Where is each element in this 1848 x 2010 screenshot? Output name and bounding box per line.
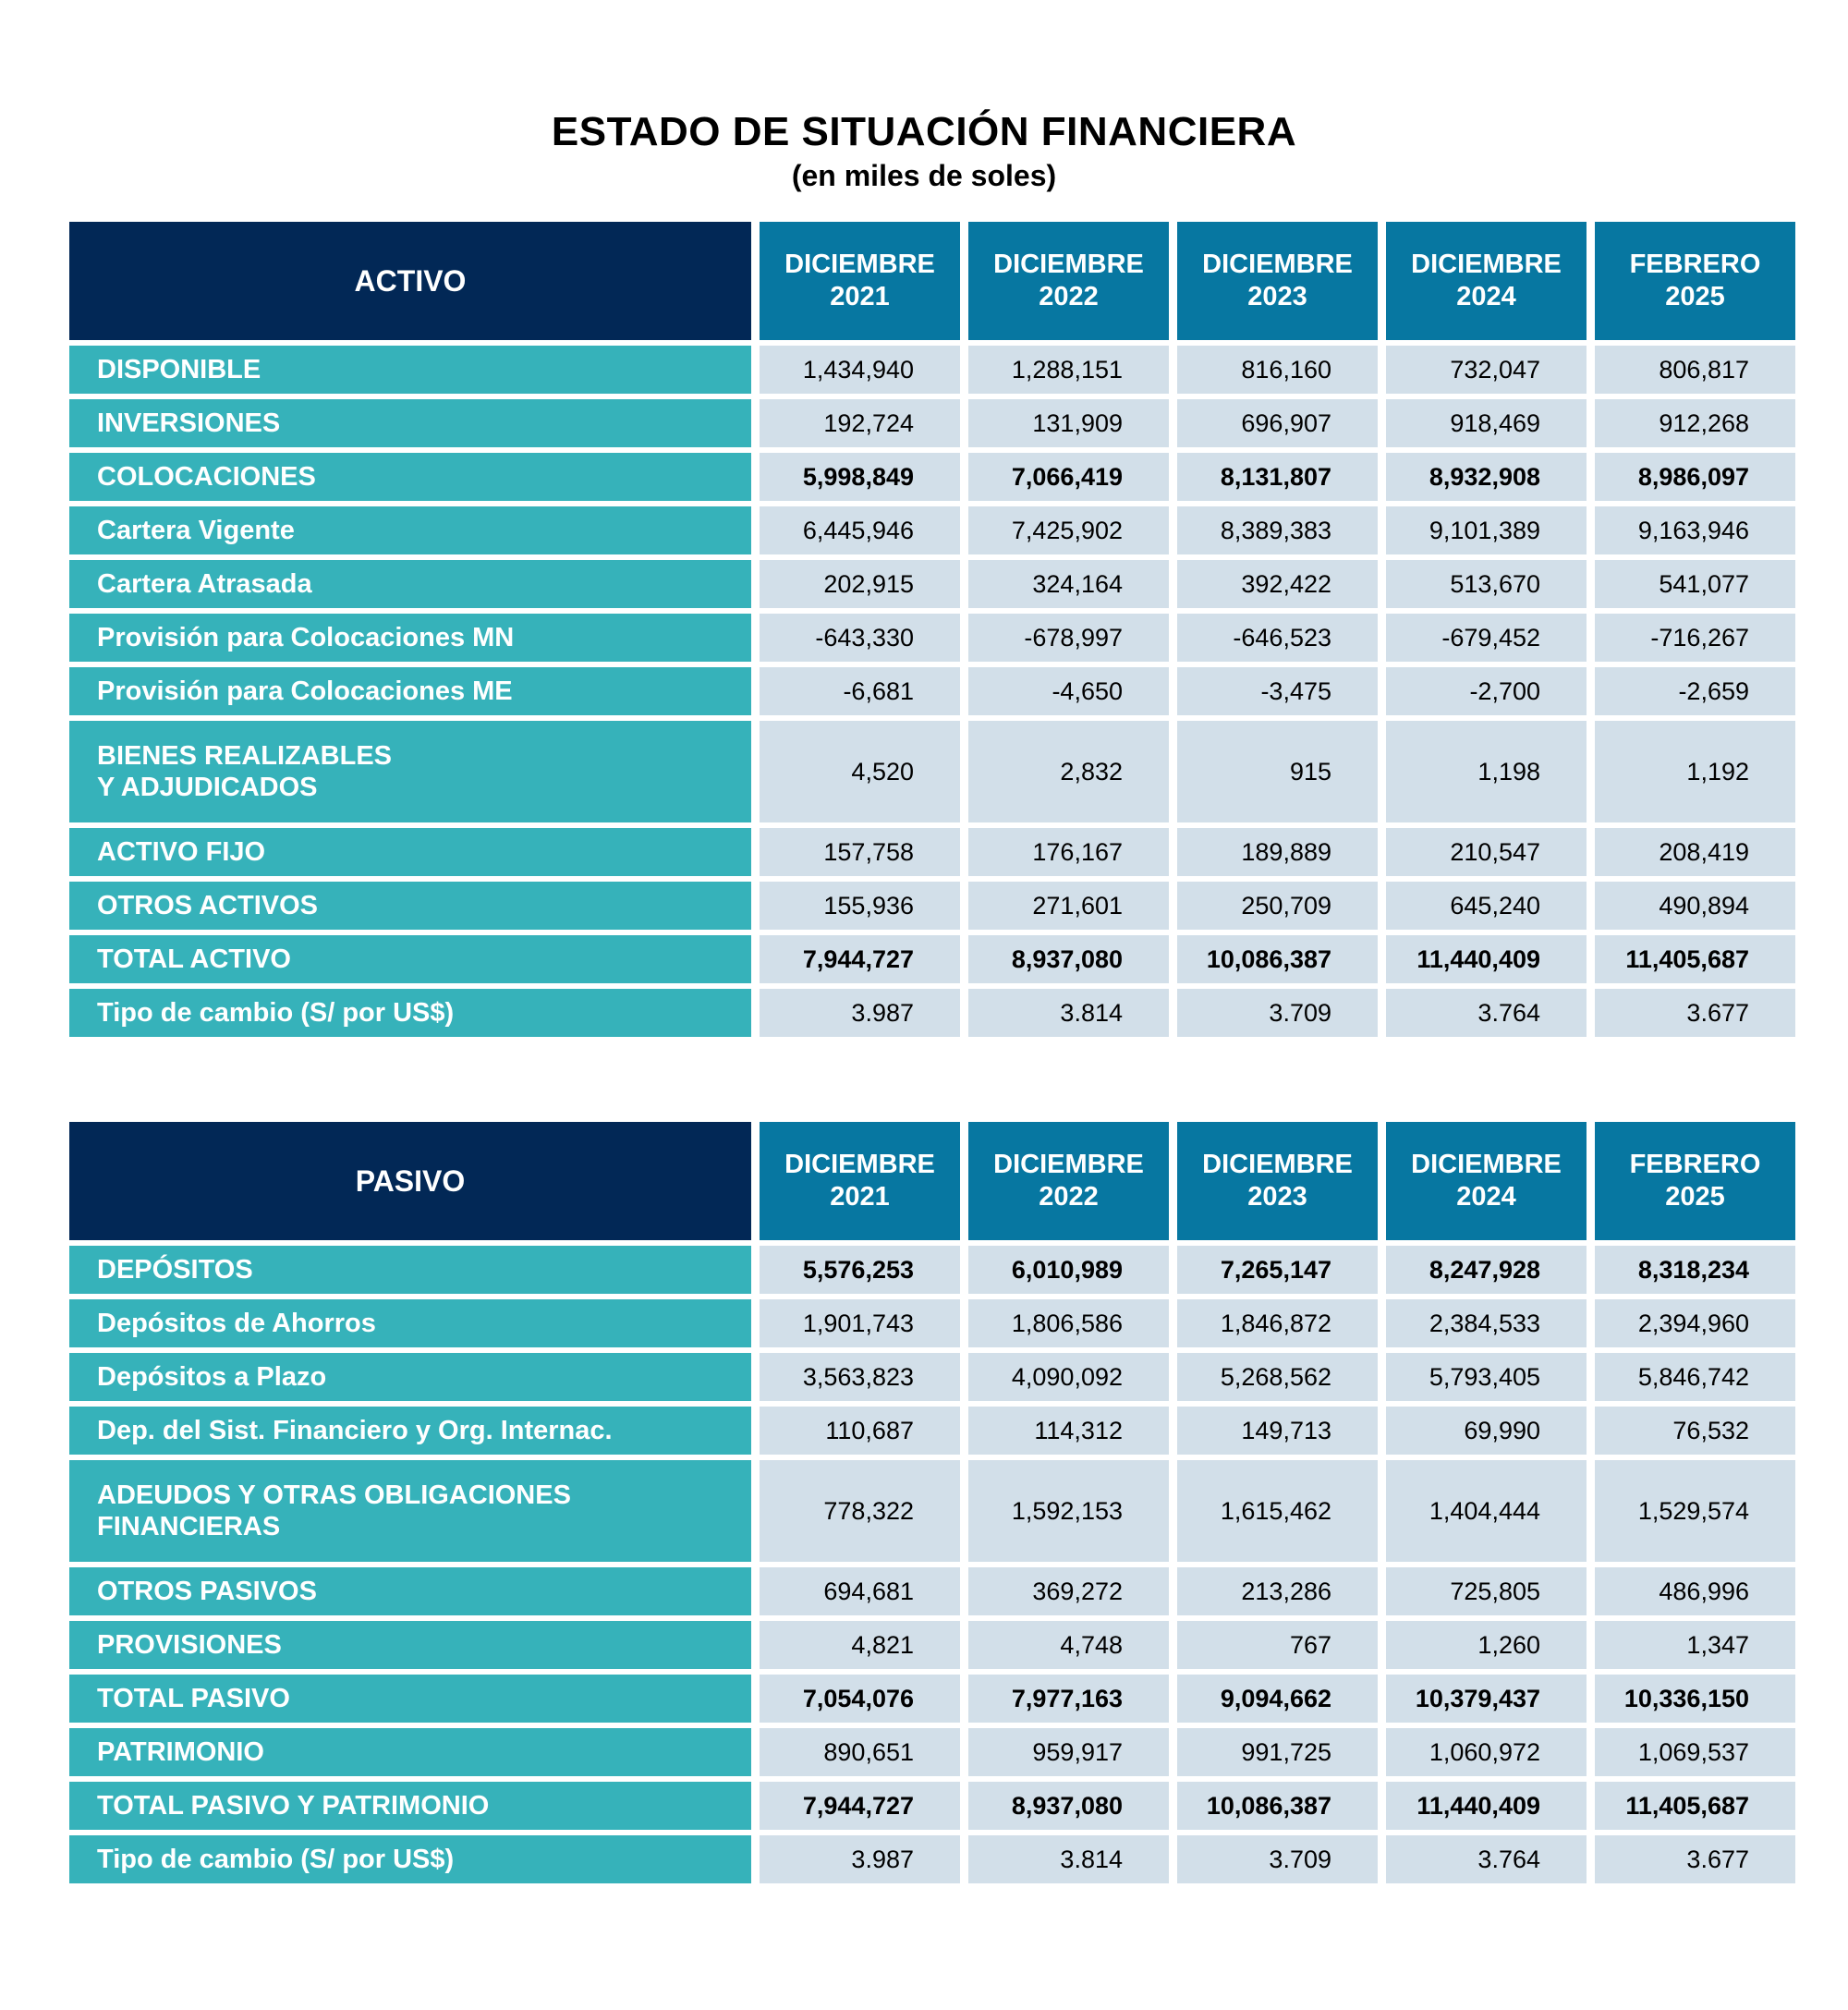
value-cell: 76,532 [1595,1407,1795,1455]
value-cell: 1,288,151 [968,346,1169,394]
value-cell: 8,247,928 [1386,1246,1587,1294]
column-header-year: 2022 [1039,1182,1099,1212]
pasivo-column-header [1595,1122,1795,1240]
value-cell: 155,936 [760,882,960,930]
activo-section-header: ACTIVO [69,222,751,340]
column-header-month: DICIEMBRE [1411,1150,1562,1179]
table-row [69,935,1795,983]
value-cell: -3,475 [1177,667,1378,715]
activo-column-header [1595,222,1795,340]
value-cell: 8,131,807 [1177,453,1378,501]
table-row [69,989,1795,1037]
value-cell: 8,389,383 [1177,506,1378,554]
value-cell: 5,998,849 [760,453,960,501]
column-header-month: DICIEMBRE [784,250,935,279]
value-cell: 157,758 [760,828,960,876]
value-cell: 10,379,437 [1386,1675,1587,1723]
row-label-line: DEPÓSITOS [97,1255,253,1285]
value-cell: 1,846,872 [1177,1299,1378,1347]
value-cell: 11,440,409 [1386,1782,1587,1830]
value-cell: 9,101,389 [1386,506,1587,554]
value-cell: 7,944,727 [760,1782,960,1830]
value-cell: 725,805 [1386,1567,1587,1615]
value-cell: 1,069,537 [1595,1728,1795,1776]
value-cell: -2,700 [1386,667,1587,715]
value-cell: 3.677 [1595,989,1795,1037]
value-cell: 1,615,462 [1177,1460,1378,1562]
value-cell: 1,592,153 [968,1460,1169,1562]
row-label-line: INVERSIONES [97,408,281,438]
value-cell: 2,394,960 [1595,1299,1795,1347]
row-label [69,1353,751,1401]
row-label-line: Cartera Atrasada [97,569,312,599]
column-header-year: 2023 [1247,282,1307,311]
value-cell: 3.987 [760,1835,960,1883]
value-cell: 6,445,946 [760,506,960,554]
value-cell: 3.764 [1386,1835,1587,1883]
value-cell: 2,384,533 [1386,1299,1587,1347]
pasivo-column-header [1386,1122,1587,1240]
value-cell: 5,846,742 [1595,1353,1795,1401]
value-cell: 991,725 [1177,1728,1378,1776]
row-label [69,989,751,1037]
row-label-line: COLOCACIONES [97,462,316,492]
value-cell: -6,681 [760,667,960,715]
row-label-line: TOTAL PASIVO [97,1684,290,1713]
value-cell: 1,901,743 [760,1299,960,1347]
value-cell: 513,670 [1386,560,1587,608]
table-row [69,1567,1795,1615]
value-cell: 149,713 [1177,1407,1378,1455]
value-cell: 1,434,940 [760,346,960,394]
row-label [69,1835,751,1883]
value-cell: 213,286 [1177,1567,1378,1615]
activo-column-header [1386,222,1587,340]
value-cell: 392,422 [1177,560,1378,608]
row-label-line: PATRIMONIO [97,1737,264,1767]
value-cell: 1,529,574 [1595,1460,1795,1562]
table-row [69,721,1795,822]
value-cell: -679,452 [1386,614,1587,662]
value-cell: 10,086,387 [1177,935,1378,983]
activo-header-row [69,222,1795,340]
row-label [69,1782,751,1830]
value-cell: 9,163,946 [1595,506,1795,554]
value-cell: 959,917 [968,1728,1169,1776]
row-label-line: TOTAL PASIVO Y PATRIMONIO [97,1791,490,1821]
value-cell: 5,576,253 [760,1246,960,1294]
row-label-line: Tipo de cambio (S/ por US$) [97,998,455,1028]
row-label [69,506,751,554]
value-cell: 8,318,234 [1595,1246,1795,1294]
row-label [69,1246,751,1294]
table-row [69,1675,1795,1723]
value-cell: 6,010,989 [968,1246,1169,1294]
pasivo-section-header: PASIVO [69,1122,751,1240]
pasivo-column-header [760,1122,960,1240]
row-label-line: BIENES REALIZABLES [97,741,393,771]
table-row [69,828,1795,876]
value-cell: 7,425,902 [968,506,1169,554]
value-cell: 5,268,562 [1177,1353,1378,1401]
value-cell: 8,932,908 [1386,453,1587,501]
row-label-line: OTROS PASIVOS [97,1577,317,1606]
value-cell: 192,724 [760,399,960,447]
value-cell: 2,832 [968,721,1169,822]
value-cell: 1,198 [1386,721,1587,822]
value-cell: 7,977,163 [968,1675,1169,1723]
pasivo-table [61,1116,1804,1889]
row-label [69,1728,751,1776]
row-label-line: PROVISIONES [97,1630,282,1660]
row-label-line: Depósitos de Ahorros [97,1309,376,1338]
value-cell: -643,330 [760,614,960,662]
table-row [69,346,1795,394]
row-label-line: Depósitos a Plazo [97,1362,327,1392]
value-cell: 1,806,586 [968,1299,1169,1347]
value-cell: 11,440,409 [1386,935,1587,983]
value-cell: 3,563,823 [760,1353,960,1401]
value-cell: 3.814 [968,989,1169,1037]
row-label-line: Tipo de cambio (S/ por US$) [97,1845,455,1874]
table-row [69,506,1795,554]
column-header-year: 2021 [830,282,890,311]
value-cell: 816,160 [1177,346,1378,394]
table-row [69,1246,1795,1294]
value-cell: -678,997 [968,614,1169,662]
value-cell: 131,909 [968,399,1169,447]
column-header-month: DICIEMBRE [784,1150,935,1179]
value-cell: 271,601 [968,882,1169,930]
activo-column-header [760,222,960,340]
value-cell: 7,265,147 [1177,1246,1378,1294]
row-label-line: DISPONIBLE [97,355,261,384]
column-header-year: 2025 [1665,1182,1725,1212]
value-cell: 4,748 [968,1621,1169,1669]
table-row [69,1621,1795,1669]
value-cell: 1,260 [1386,1621,1587,1669]
row-label-line: Cartera Vigente [97,516,295,545]
column-header-month: DICIEMBRE [993,1150,1144,1179]
value-cell: -2,659 [1595,667,1795,715]
row-label [69,1460,751,1562]
table-row [69,453,1795,501]
table-row [69,1460,1795,1562]
row-label-line: Provisión para Colocaciones ME [97,676,513,706]
column-header-year: 2022 [1039,282,1099,311]
value-cell: 1,192 [1595,721,1795,822]
value-cell: -716,267 [1595,614,1795,662]
column-header-year: 2021 [830,1182,890,1212]
row-label [69,667,751,715]
pasivo-column-header [968,1122,1169,1240]
row-label [69,935,751,983]
row-label [69,1675,751,1723]
value-cell: 8,937,080 [968,935,1169,983]
value-cell: 3.764 [1386,989,1587,1037]
value-cell: 7,054,076 [760,1675,960,1723]
value-cell: 3.987 [760,989,960,1037]
table-row [69,882,1795,930]
value-cell: 10,086,387 [1177,1782,1378,1830]
column-header-month: FEBRERO [1629,250,1761,279]
value-cell: 10,336,150 [1595,1675,1795,1723]
column-header-month: DICIEMBRE [1411,250,1562,279]
column-header-year: 2025 [1665,282,1725,311]
value-cell: 7,944,727 [760,935,960,983]
column-header-month: FEBRERO [1629,1150,1761,1179]
value-cell: 8,937,080 [968,1782,1169,1830]
value-cell: 8,986,097 [1595,453,1795,501]
value-cell: 7,066,419 [968,453,1169,501]
value-cell: 4,520 [760,721,960,822]
value-cell: -646,523 [1177,614,1378,662]
value-cell: 5,793,405 [1386,1353,1587,1401]
value-cell: 3.677 [1595,1835,1795,1883]
table-row [69,1835,1795,1883]
value-cell: 1,404,444 [1386,1460,1587,1562]
row-label [69,1299,751,1347]
value-cell: 208,419 [1595,828,1795,876]
value-cell: 202,915 [760,560,960,608]
table-row [69,399,1795,447]
row-label [69,346,751,394]
value-cell: 778,322 [760,1460,960,1562]
value-cell: 915 [1177,721,1378,822]
row-label [69,1567,751,1615]
value-cell: 541,077 [1595,560,1795,608]
value-cell: 3.709 [1177,1835,1378,1883]
value-cell: 210,547 [1386,828,1587,876]
row-label [69,399,751,447]
value-cell: 110,687 [760,1407,960,1455]
value-cell: 696,907 [1177,399,1378,447]
row-label [69,614,751,662]
table-row [69,667,1795,715]
activo-column-header [1177,222,1378,340]
value-cell: 694,681 [760,1567,960,1615]
value-cell: 176,167 [968,828,1169,876]
column-header-month: DICIEMBRE [1202,1150,1353,1179]
table-row [69,560,1795,608]
row-label-line: Provisión para Colocaciones MN [97,623,515,652]
table-row [69,1407,1795,1455]
row-label-line: ACTIVO FIJO [97,837,266,867]
value-cell: 732,047 [1386,346,1587,394]
pasivo-column-header [1177,1122,1378,1240]
value-cell: 4,821 [760,1621,960,1669]
row-label-line: FINANCIERAS [97,1512,281,1541]
row-label-line: ADEUDOS Y OTRAS OBLIGACIONES [97,1480,571,1510]
value-cell: 486,996 [1595,1567,1795,1615]
value-cell: 767 [1177,1621,1378,1669]
table-row [69,614,1795,662]
row-label [69,1621,751,1669]
table-row [69,1299,1795,1347]
value-cell: 3.709 [1177,989,1378,1037]
row-label-line: Y ADJUDICADOS [97,773,318,802]
column-header-month: DICIEMBRE [993,250,1144,279]
row-label [69,721,751,822]
value-cell: 11,405,687 [1595,935,1795,983]
pasivo-header-row [69,1122,1795,1240]
row-label-line: OTROS ACTIVOS [97,891,318,920]
value-cell: 9,094,662 [1177,1675,1378,1723]
row-label [69,828,751,876]
value-cell: 250,709 [1177,882,1378,930]
activo-table [61,216,1804,1042]
value-cell: 1,060,972 [1386,1728,1587,1776]
value-cell: 890,651 [760,1728,960,1776]
value-cell: 69,990 [1386,1407,1587,1455]
column-header-year: 2024 [1456,282,1516,311]
value-cell: -4,650 [968,667,1169,715]
value-cell: 912,268 [1595,399,1795,447]
value-cell: 3.814 [968,1835,1169,1883]
value-cell: 11,405,687 [1595,1782,1795,1830]
column-header-year: 2023 [1247,1182,1307,1212]
value-cell: 369,272 [968,1567,1169,1615]
column-header-year: 2024 [1456,1182,1516,1212]
activo-column-header [968,222,1169,340]
row-label [69,560,751,608]
column-header-month: DICIEMBRE [1202,250,1353,279]
table-row [69,1728,1795,1776]
row-label-line: TOTAL ACTIVO [97,944,291,974]
value-cell: 806,817 [1595,346,1795,394]
table-row [69,1353,1795,1401]
value-cell: 918,469 [1386,399,1587,447]
row-label-line: Dep. del Sist. Financiero y Org. Internac. [97,1416,613,1445]
row-label [69,882,751,930]
value-cell: 324,164 [968,560,1169,608]
value-cell: 1,347 [1595,1621,1795,1669]
page-title: ESTADO DE SITUACIÓN FINANCIERA [551,109,1297,154]
table-row [69,1782,1795,1830]
row-label [69,453,751,501]
value-cell: 490,894 [1595,882,1795,930]
value-cell: 189,889 [1177,828,1378,876]
row-label [69,1407,751,1455]
value-cell: 114,312 [968,1407,1169,1455]
value-cell: 4,090,092 [968,1353,1169,1401]
page-subtitle: (en miles de soles) [791,159,1057,192]
value-cell: 645,240 [1386,882,1587,930]
